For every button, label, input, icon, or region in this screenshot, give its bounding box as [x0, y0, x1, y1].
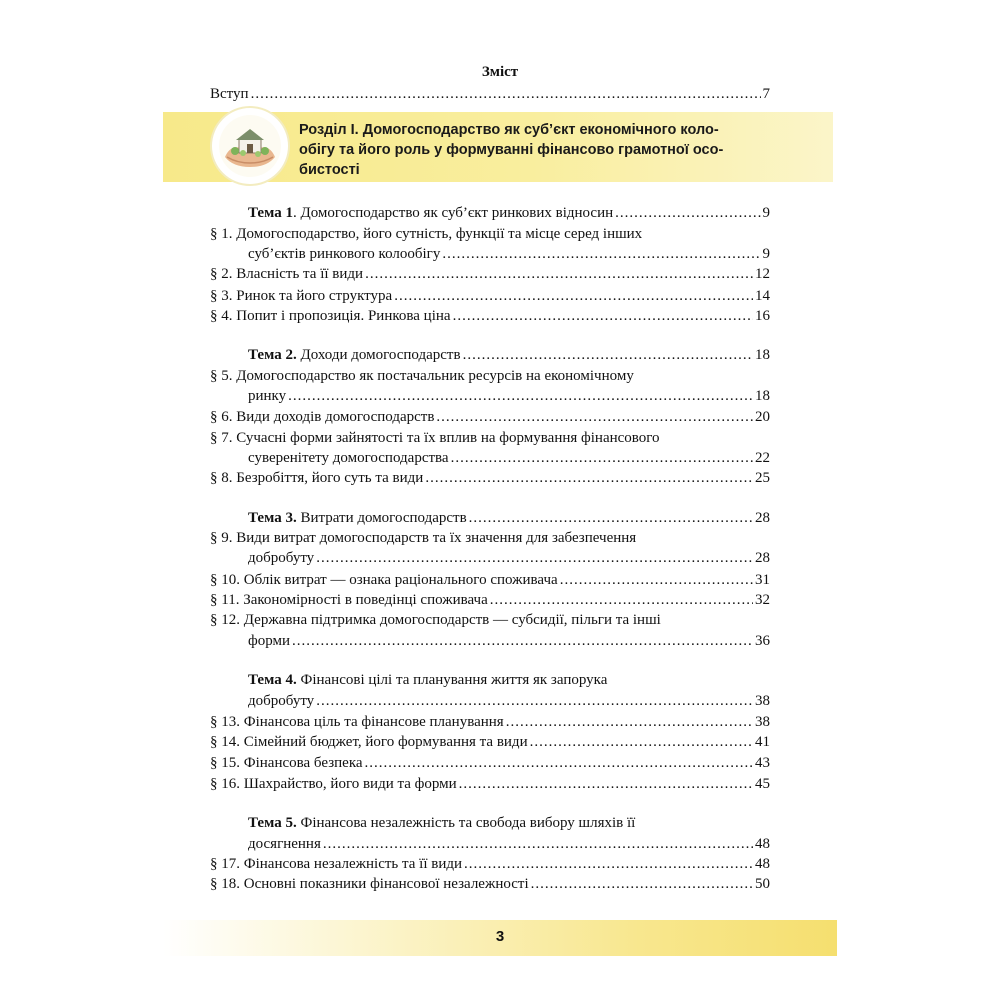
- toc-entry-label: досягнення: [248, 836, 321, 852]
- toc-entry-label: § 10. Облік витрат — ознака раціонального споживача: [210, 572, 558, 588]
- toc-page-number: 14: [755, 288, 770, 304]
- toc-entry[interactable]: [210, 266, 770, 286]
- toc-entry-label: § 13. Фінансова ціль та фінансове планування: [210, 714, 504, 730]
- toc-entry-label: добробуту: [248, 550, 315, 566]
- toc-entry[interactable]: [210, 288, 770, 308]
- toc-entry-label: добробуту: [248, 693, 315, 709]
- section-heading[interactable]: [299, 120, 819, 180]
- dot-leader: [451, 450, 753, 467]
- toc-page-number: 18: [755, 347, 770, 363]
- toc-entry-label: § 6. Види доходів домогосподарств: [210, 409, 435, 425]
- section-heading-line: обігу та його роль у формуванні фінансово грамотної осо-: [299, 142, 724, 158]
- toc-entry-label: ринку: [248, 388, 287, 404]
- toc-entry-label: § 18. Основні показники фінансової незалежності: [210, 876, 529, 892]
- dot-leader: [323, 836, 753, 853]
- dot-leader: [615, 205, 760, 222]
- topic-number: Тема 2.: [248, 347, 297, 363]
- toc-entry-label: § 4. Попит і пропозиція. Ринкова ціна: [210, 308, 451, 324]
- toc-entry-label: Вступ: [210, 86, 249, 102]
- toc-entry[interactable]: [210, 734, 770, 754]
- dot-leader: [530, 734, 753, 751]
- dot-leader: [464, 856, 753, 873]
- toc-entry-label: суб’єктів ринкового колообігу: [248, 246, 441, 262]
- toc-page-number: 16: [755, 308, 770, 324]
- toc-page-number: 7: [762, 86, 770, 102]
- toc-page-number: 45: [755, 776, 770, 792]
- dot-leader: [251, 86, 761, 103]
- toc-entry[interactable]: [248, 836, 770, 856]
- toc-page-number: 48: [755, 856, 770, 872]
- topic-number: Тема 4.: [248, 672, 297, 688]
- toc-page-number: 48: [755, 836, 770, 852]
- toc-entry[interactable]: [210, 714, 770, 734]
- toc-topic-5[interactable]: [248, 815, 808, 835]
- toc-page-number: 20: [755, 409, 770, 425]
- dot-leader: [288, 388, 753, 405]
- toc-topic-4[interactable]: [248, 672, 808, 692]
- toc-entry-label: суверенітету домогосподарства: [248, 450, 449, 466]
- toc-entry[interactable]: [248, 550, 770, 570]
- dot-leader: [365, 755, 753, 772]
- dot-leader: [531, 876, 753, 893]
- house-in-hands-icon: [217, 113, 283, 179]
- toc-page-number: 9: [762, 246, 770, 262]
- toc-topic-1[interactable]: [248, 205, 770, 225]
- toc-page-number: 50: [755, 876, 770, 892]
- toc-entry-label: § 2. Власність та її види: [210, 266, 364, 282]
- dot-leader: [316, 550, 753, 567]
- dot-leader: [490, 592, 753, 609]
- dot-leader: [425, 470, 753, 487]
- topic-title: Доходи домогосподарств: [296, 347, 461, 363]
- toc-entry-label: § 14. Сімейний бюджет, його формування та види: [210, 734, 528, 750]
- dot-leader: [463, 347, 753, 364]
- toc-entry[interactable]: [210, 592, 770, 612]
- toc-page-number: 38: [755, 693, 770, 709]
- topic-title: Фінансова незалежність та свобода вибору шляхів її: [296, 815, 636, 831]
- toc-page-number: 18: [755, 388, 770, 404]
- toc-entry-label: § 11. Закономірності в поведінці споживача: [210, 592, 488, 608]
- toc-entry[interactable]: [210, 876, 770, 896]
- toc-page-number: 38: [755, 714, 770, 730]
- dot-leader: [316, 693, 753, 710]
- toc-entry-label: форми: [248, 633, 291, 649]
- dot-leader: [394, 288, 753, 305]
- toc-page-number: 25: [755, 470, 770, 486]
- toc-entry-label: § 16. Шахрайство, його види та форми: [210, 776, 457, 792]
- toc-entry-label: § 17. Фінансова незалежність та її види: [210, 856, 463, 872]
- toc-page-number: 32: [755, 592, 770, 608]
- toc-entry[interactable]: [210, 776, 770, 796]
- page-title: Зміст: [481, 64, 519, 80]
- dot-leader: [436, 409, 753, 426]
- toc-entry[interactable]: [210, 470, 770, 490]
- dot-leader: [506, 714, 753, 731]
- dot-leader: [442, 246, 760, 263]
- dot-leader: [365, 266, 753, 283]
- toc-page-number: 28: [755, 550, 770, 566]
- section-heading-line: Розділ І. Домогосподарство як суб’єкт економічного коло-: [299, 122, 719, 138]
- toc-entry[interactable]: [248, 388, 770, 408]
- toc-entry-line: § 12. Державна підтримка домогосподарств — субсидії, пільги та інші: [210, 612, 661, 628]
- topic-number: Тема 3.: [248, 510, 297, 526]
- topic-title: . Домогосподарство як суб’єкт ринкових відносин: [292, 205, 614, 221]
- toc-entry-line: § 1. Домогосподарство, його сутність, функції та місце серед інших: [210, 226, 643, 242]
- dot-leader: [292, 633, 753, 650]
- dot-leader: [560, 572, 753, 589]
- dot-leader: [453, 308, 753, 325]
- toc-entry[interactable]: [248, 693, 770, 713]
- toc-entry-label: § 15. Фінансова безпека: [210, 755, 363, 771]
- toc-entry-intro[interactable]: [210, 86, 770, 106]
- toc-entry[interactable]: [248, 246, 770, 266]
- topic-number: Тема 1: [248, 205, 293, 221]
- toc-page-number: 31: [755, 572, 770, 588]
- toc-entry[interactable]: [210, 856, 770, 876]
- toc-topic-3[interactable]: [248, 510, 770, 530]
- toc-page-number: 36: [755, 633, 770, 649]
- toc-topic-2[interactable]: [248, 347, 770, 367]
- toc-entry-line: § 5. Домогосподарство як постачальник ресурсів на економічному: [210, 368, 634, 384]
- toc-page-number: 43: [755, 755, 770, 771]
- topic-title: Витрати домогосподарств: [296, 510, 467, 526]
- toc-entry[interactable]: [210, 572, 770, 592]
- toc-page-number: 9: [762, 205, 770, 221]
- topic-number: Тема 5.: [248, 815, 297, 831]
- toc-entry[interactable]: [210, 755, 770, 775]
- toc-entry-label: § 8. Безробіття, його суть та види: [210, 470, 424, 486]
- section-heading-line: бистості: [299, 162, 360, 178]
- toc-page-number: 41: [755, 734, 770, 750]
- page-number: 3: [495, 928, 505, 945]
- dot-leader: [459, 776, 753, 793]
- toc-page-number: 22: [755, 450, 770, 466]
- toc-entry[interactable]: [210, 308, 770, 328]
- toc-entry[interactable]: [210, 409, 770, 429]
- toc-entry-line: § 7. Сучасні форми зайнятості та їх вплив на формування фінансового: [210, 430, 660, 446]
- dot-leader: [469, 510, 753, 527]
- toc-page-number: 12: [755, 266, 770, 282]
- toc-entry[interactable]: [248, 450, 770, 470]
- section-badge: [212, 108, 288, 184]
- toc-entry-label: § 3. Ринок та його структура: [210, 288, 393, 304]
- topic-title: Фінансові цілі та планування життя як запорука: [296, 672, 608, 688]
- toc-entry[interactable]: [248, 633, 770, 653]
- toc-page-number: 28: [755, 510, 770, 526]
- toc-entry-line: § 9. Види витрат домогосподарств та їх значення для забезпечення: [210, 530, 637, 546]
